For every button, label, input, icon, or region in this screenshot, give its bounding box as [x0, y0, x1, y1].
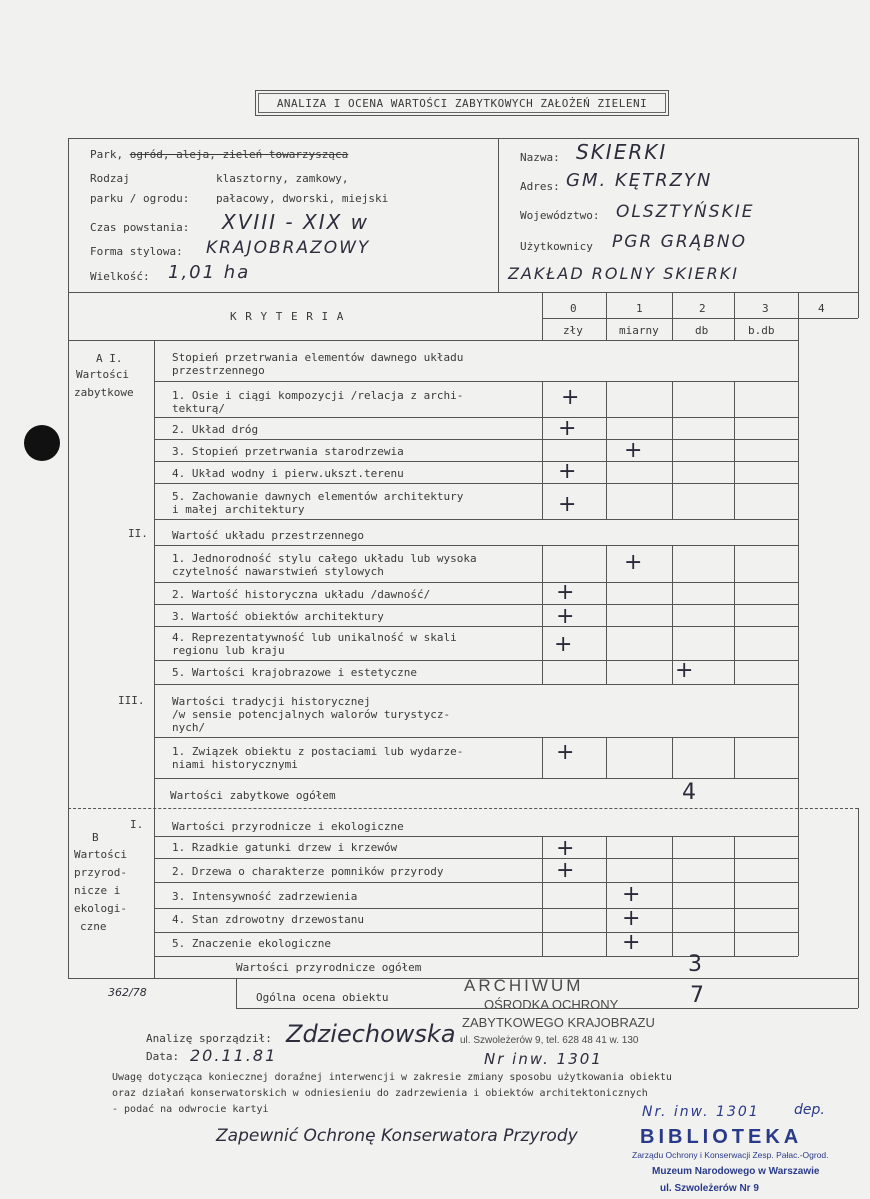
section-a-i-title-2: przestrzennego [172, 364, 265, 377]
note-line-1: Uwagę dotycząca koniecznej doraźnej interwencji w zakresie zmiany sposobu użytkowania obiektu [112, 1072, 672, 1083]
total-a-value: 4 [682, 780, 696, 805]
archive-stamp-line-3: ZABYTKOWEGO KRAJOBRAZU [462, 1015, 655, 1030]
criterion-a-ii-5: 5. Wartości krajobrazowe i estetyczne [172, 666, 418, 679]
section-b-name-1: Wartości [74, 848, 127, 861]
col-1-num: 1 [636, 302, 643, 315]
wielkosc-label: Wielkość: [90, 270, 150, 283]
rodzaj-label: Rodzaj [90, 172, 130, 185]
wojewodztwo-label: Województwo: [520, 209, 600, 222]
criterion-a-ii-4-cont: regionu lub kraju [172, 644, 285, 657]
mark-a-i-4: + [558, 459, 577, 484]
reference-number: 362/78 [108, 986, 147, 999]
criterion-a-ii-4: 4. Reprezentatywność lub unikalność w skali [172, 631, 457, 644]
prepared-by-label: Analizę sporządził: [146, 1032, 272, 1045]
criterion-a-ii-3: 3. Wartość obiektów architektury [172, 610, 384, 623]
criterion-a-i-4: 4. Układ wodny i pierw.ukszt.terenu [172, 467, 404, 480]
col-0-label: zły [563, 324, 583, 337]
mark-b-3: + [622, 882, 641, 907]
date-value: 20.11.81 [190, 1046, 278, 1065]
col-3-label: b.db [748, 324, 775, 337]
mark-a-i-3: + [624, 438, 643, 463]
date-label: Data: [146, 1050, 180, 1063]
kryteria-header: K R Y T E R I A [230, 310, 345, 323]
section-a-ii-num: II. [128, 527, 148, 540]
col-3-num: 3 [762, 302, 769, 315]
criterion-a-ii-1-cont: czytelność nawarstwień stylowych [172, 565, 384, 578]
col-2-label: db [695, 324, 709, 337]
rodzaj-label-2: parku / ogrodu: [90, 192, 190, 205]
section-a-iii-title-2: /w sensie potencjalnych walorów turystycz- [172, 708, 451, 721]
mark-a-ii-1: + [624, 550, 643, 575]
criterion-a-iii-1: 1. Związek obiektu z postaciami lub wydarze- [172, 745, 464, 758]
col-1-label: miarny [619, 324, 659, 337]
adres-value: GM. KĘTRZYN [566, 170, 713, 191]
criterion-a-i-3: 3. Stopień przetrwania starodrzewia [172, 445, 404, 458]
section-a-iii-num: III. [118, 694, 145, 707]
mark-b-2: + [556, 858, 575, 883]
criterion-a-i-5-cont: i małej architektury [172, 503, 305, 516]
library-stamp-line-4: ul. Szwoleżerów Nr 9 [660, 1183, 759, 1194]
criterion-b-5: 5. Znaczenie ekologiczne [172, 937, 331, 950]
mark-b-1: + [556, 836, 575, 861]
total-b-value: 3 [688, 952, 702, 977]
section-b-title: Wartości przyrodnicze i ekologiczne [172, 820, 404, 833]
criterion-b-1: 1. Rzadkie gatunki drzew i krzewów [172, 841, 398, 854]
czas-label: Czas powstania: [90, 221, 190, 234]
criterion-a-i-5: 5. Zachowanie dawnych elementów architektury [172, 490, 464, 503]
note-line-2: oraz działań konserwatorskich w odniesieniu do zadrzewienia i obiektów architektonicznych [112, 1088, 648, 1099]
nazwa-label: Nazwa: [520, 151, 560, 164]
uzytkownicy-value-2: ZAKŁAD ROLNY SKIERKI [508, 264, 739, 283]
uzytkownicy-value-1: PGR GRĄBNO [612, 232, 748, 252]
forma-label: Forma stylowa: [90, 245, 183, 258]
section-a-i-title: Stopień przetrwania elementów dawnego układu [172, 351, 464, 364]
mark-a-ii-2: + [556, 580, 575, 605]
total-a-label: Wartości zabytkowe ogółem [170, 789, 336, 802]
criterion-b-4: 4. Stan zdrowotny drzewostanu [172, 913, 365, 926]
criterion-a-i-2: 2. Układ dróg [172, 423, 259, 436]
section-a-iii-title-3: nych/ [172, 721, 206, 734]
mark-a-i-1: + [561, 385, 580, 410]
section-a-name-2: zabytkowe [74, 386, 134, 399]
overall-label: Ogólna ocena obiektu [256, 991, 389, 1004]
handwritten-note: Zapewnić Ochronę Konserwatora Przyrody [216, 1126, 578, 1146]
signature: Zdziechowska [286, 1020, 456, 1048]
mark-a-i-2: + [558, 416, 577, 441]
col-0-num: 0 [570, 302, 577, 315]
section-b-label: B [92, 831, 99, 844]
archive-stamp-line-4: ul. Szwoleżerów 9, tel. 628 48 41 w. 130 [460, 1035, 639, 1046]
adres-label: Adres: [520, 180, 560, 193]
section-b-name-2: przyrod- [74, 866, 127, 879]
rodzaj-value-2: pałacowy, dworski, miejski [216, 192, 389, 205]
mark-a-iii-1: + [556, 740, 575, 765]
section-a-name: Wartości [76, 368, 129, 381]
type-line: Park, ogród, aleja, zieleń towarzysząca [90, 148, 349, 161]
library-stamp-title: BIBLIOTEKA [640, 1126, 803, 1148]
wielkosc-value: 1,01 ha [168, 262, 251, 283]
section-a-label: A I. [96, 352, 123, 365]
section-a-iii-title: Wartości tradycji historycznej [172, 695, 371, 708]
overall-value: 7 [690, 983, 704, 1008]
criterion-a-i-1: 1. Osie i ciągi kompozycji /relacja z archi- [172, 389, 464, 402]
col-4-num: 4 [818, 302, 825, 315]
criterion-a-i-1-cont: tekturą/ [172, 402, 225, 415]
mark-b-4: + [622, 906, 641, 931]
criterion-a-ii-2: 2. Wartość historyczna układu /dawność/ [172, 588, 431, 601]
mark-a-ii-5: + [675, 658, 694, 683]
criterion-b-2: 2. Drzewa o charakterze pomników przyrody [172, 865, 444, 878]
archive-stamp-line-2: OŚRODKA OCHRONY [484, 997, 619, 1012]
punch-hole [24, 425, 60, 461]
col-2-num: 2 [699, 302, 706, 315]
criterion-b-3: 3. Intensywność zadrzewienia [172, 890, 358, 903]
section-a-ii-title: Wartość układu przestrzennego [172, 529, 365, 542]
archive-stamp-title: ARCHIWUM [464, 976, 584, 995]
mark-a-i-5: + [558, 492, 577, 517]
library-stamp-line-2: Zarządu Ochrony i Konserwacji Zesp. Pałac.-Ogrod. [632, 1150, 829, 1160]
note-line-3: - podać na odwrocie kartyi [112, 1104, 269, 1115]
criterion-a-iii-1-cont: niami historycznymi [172, 758, 298, 771]
wojewodztwo-value: OLSZTYŃSKIE [616, 202, 755, 222]
czas-value: XVIII - XIX w [222, 210, 370, 234]
mark-a-ii-4: + [554, 632, 573, 657]
mark-b-5: + [622, 930, 641, 955]
uzytkownicy-label: Użytkownicy [520, 240, 593, 253]
section-b-name-4: ekologi- [74, 902, 127, 915]
nazwa-value: SKIERKI [576, 140, 668, 164]
inventory-number: Nr inw. 1301 [484, 1050, 603, 1068]
section-b-name-5: czne [80, 920, 107, 933]
criterion-a-ii-1: 1. Jednorodność stylu całego układu lub wysoka [172, 552, 477, 565]
total-b-label: Wartości przyrodnicze ogółem [236, 961, 422, 974]
rodzaj-value: klasztorny, zamkowy, [216, 172, 349, 185]
document-title: ANALIZA I OCENA WARTOŚCI ZABYTKOWYCH ZAŁOŻEŃ ZIELENI [255, 90, 669, 116]
section-b-name-3: nicze i [74, 884, 121, 897]
deposit-note: dep. [794, 1102, 825, 1118]
section-b-num: I. [130, 818, 144, 831]
library-inventory-number: Nr. inw. 1301 [642, 1104, 760, 1120]
mark-a-ii-3: + [556, 604, 575, 629]
library-stamp-line-3: Muzeum Narodowego w Warszawie [652, 1166, 820, 1177]
forma-value: KRAJOBRAZOWY [206, 238, 371, 258]
